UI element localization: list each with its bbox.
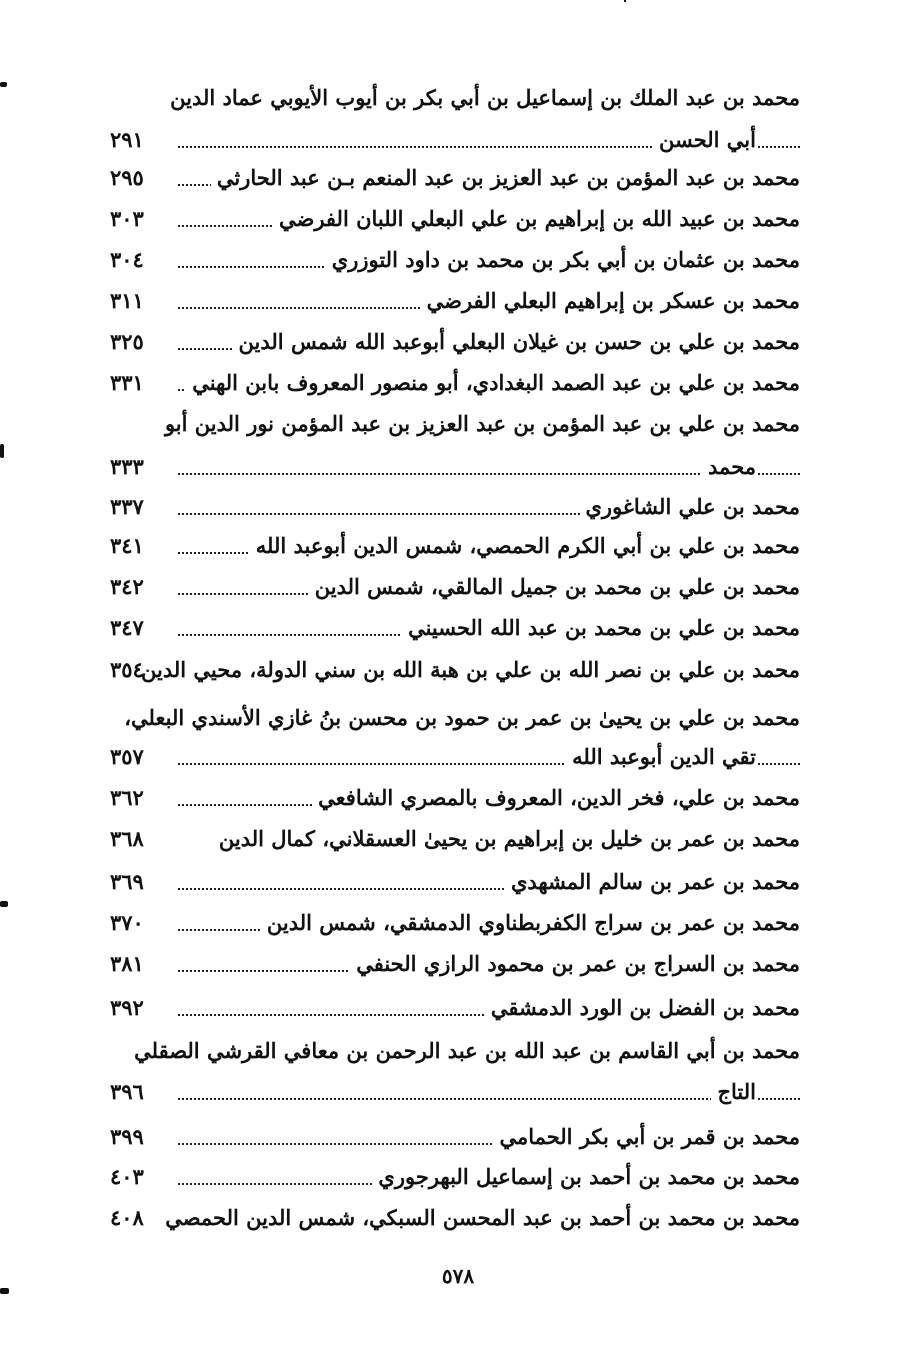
entry-name: محمد بن علي الشاغوري <box>580 487 801 527</box>
index-entry <box>110 158 800 198</box>
entry-name-continuation: التاج <box>711 1072 756 1112</box>
entry-name: محمد بن علي بن أبي الكرم الحمصي، شمس الدين أبوعبد الله <box>250 526 800 566</box>
entry-name: محمد بن علي بن عبد الصمد البغدادي، أبو منصور المعروف بابن الهني <box>186 363 800 403</box>
page-number: ٣٣٧ <box>110 494 144 519</box>
index-entry <box>110 120 800 160</box>
scan-edge-mark <box>0 901 8 907</box>
index-entry <box>110 737 800 777</box>
page-number: ٣٤٢ <box>110 574 144 599</box>
index-entry <box>110 199 800 239</box>
index-entry <box>110 944 800 984</box>
index-entry <box>110 1157 800 1197</box>
entry-name: محمد بن عبد المؤمن بن عبد العزيز بن عبد المنعم بـن عبد الحارثي <box>211 158 800 198</box>
entry-name: محمد بن علي بن يحيىٰ بن عمر بن حمود بن محسن بنُ غازي الأسندي البعلي، <box>118 698 800 738</box>
index-entry <box>110 608 800 648</box>
index-entry <box>110 819 800 859</box>
page-number: ٣٦٨ <box>110 826 144 851</box>
entry-name: محمد بن عمر بن سالم المشهدي <box>505 862 800 902</box>
entry-name: محمد بن محمد بن أحمد بن إسماعيل البهرجوري <box>372 1157 800 1197</box>
page-number: ٢٩١ <box>110 127 144 152</box>
index-entry <box>110 988 800 1028</box>
index-entry <box>110 322 800 362</box>
page-number: ٣٤١ <box>110 533 144 558</box>
entry-name: محمد بن علي بن عبد المؤمن بن عبد العزيز بن عبد المؤمن نور الدين أبو <box>159 404 800 444</box>
entry-name-continuation: أبي الحسن <box>653 120 756 160</box>
index-entry <box>110 363 800 403</box>
index-entry <box>110 1072 800 1112</box>
index-entry-line <box>110 404 800 444</box>
entry-name: محمد بن محمد بن أحمد بن عبد المحسن السبكي، شمس الدين الحمصي <box>159 1198 800 1238</box>
page-number: ٣٩٩ <box>110 1124 144 1149</box>
entry-name: محمد بن السراج بن عمر بن محمود الرازي الحنفي <box>350 944 800 984</box>
entry-name: محمد بن عمر بن خليل بن إبراهيم بن يحيىٰ العسقلاني، كمال الدين <box>213 819 800 859</box>
page-number: ٢٩٥ <box>110 165 144 190</box>
page-number: ٤٠٣ <box>110 1164 144 1189</box>
index-entry <box>110 1117 800 1157</box>
entry-name-continuation: تقي الدين أبوعبد الله <box>566 737 756 777</box>
page-number: ٣٦٢ <box>110 785 144 810</box>
index-entry <box>110 281 800 321</box>
dot-leader <box>178 1098 800 1100</box>
page-number: ٣٥٤ <box>110 657 144 682</box>
page-number: ٣٣١ <box>110 370 144 395</box>
folio-page-number: ٥٧٨ <box>441 1264 475 1288</box>
entry-name: محمد بن علي، فخر الدين، المعروف بالمصري الشافعي <box>312 778 800 818</box>
entry-name-continuation: محمد <box>702 447 756 487</box>
index-entry <box>110 487 800 527</box>
page-number: ٣٣٣ <box>110 454 144 479</box>
index-entry <box>110 567 800 607</box>
scan-edge-mark <box>0 444 4 458</box>
entry-name: محمد بن أبي القاسم بن عبد الله بن عبد الرحمن بن معافي القرشي الصقلي <box>128 1031 800 1071</box>
scan-edge-mark <box>0 1288 9 1294</box>
page-number: ٣٤٧ <box>110 615 144 640</box>
entry-name: محمد بن الفضل بن الورد الدمشقي <box>485 988 800 1028</box>
entry-name: محمد بن عمر بن سراج الكفربطناوي الدمشقي، شمس الدين <box>261 903 800 943</box>
page-number: ٣٩٢ <box>110 995 144 1020</box>
entry-name: محمد بن عثمان بن أبي بكر بن محمد بن داود التوزري <box>326 240 800 280</box>
page-number: ٤٠٨ <box>110 1205 144 1230</box>
page-number: ٣٨١ <box>110 951 144 976</box>
entry-name: محمد بن قمر بن أبي بكر الحمامي <box>493 1117 800 1157</box>
entry-name: محمد بن علي بن نصر الله بن علي بن هبة الله بن سني الدولة، محيي الدين <box>135 650 800 690</box>
index-entry <box>110 447 800 487</box>
index-entry <box>110 526 800 566</box>
index-entry <box>110 903 800 943</box>
page-number: ٣٦٩ <box>110 869 144 894</box>
entry-name: محمد بن علي بن محمد بن جميل المالقي، شمس الدين <box>309 567 800 607</box>
index-entry-line <box>110 1031 800 1071</box>
index-entry <box>110 1198 800 1238</box>
entry-name: محمد بن عسكر بن إبراهيم البعلي الفرضي <box>421 281 800 321</box>
index-entry-line <box>110 78 800 118</box>
index-entry <box>110 778 800 818</box>
entry-name: محمد بن علي بن حسن بن غيلان البعلي أبوعبد الله شمس الدين <box>233 322 800 362</box>
page-number: ٣١١ <box>110 288 144 313</box>
index-entry <box>110 650 800 690</box>
scan-speck <box>624 0 626 2</box>
index-entry-line <box>110 698 800 738</box>
entry-name: محمد بن عبيد الله بن إبراهيم بن علي البعلي اللبان الفرضي <box>273 199 800 239</box>
scan-edge-mark <box>0 82 7 87</box>
page-number: ٣٧٠ <box>110 910 144 935</box>
page-number: ٣٠٣ <box>110 206 144 231</box>
entry-name: محمد بن علي بن محمد بن عبد الله الحسيني <box>402 608 800 648</box>
page-number: ٣٢٥ <box>110 329 144 354</box>
page-number: ٣٥٧ <box>110 744 144 769</box>
page-number: ٣٩٦ <box>110 1079 144 1104</box>
page-number: ٣٠٤ <box>110 247 144 272</box>
entry-name: محمد بن عبد الملك بن إسماعيل بن أبي بكر بن أيوب الأيوبي عماد الدين <box>164 78 800 118</box>
index-entry <box>110 240 800 280</box>
index-entry <box>110 862 800 902</box>
